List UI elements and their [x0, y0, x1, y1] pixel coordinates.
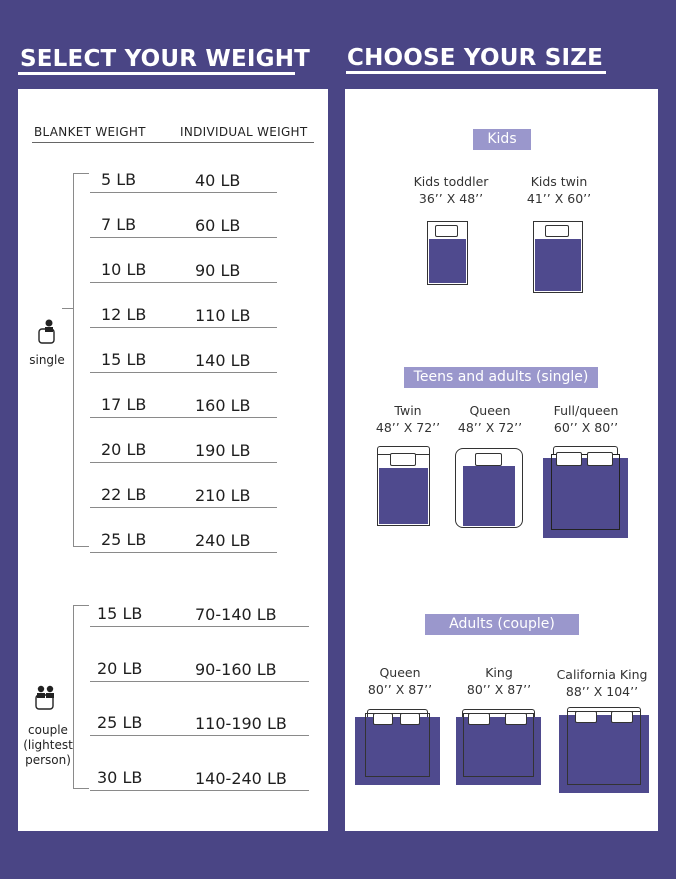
full-queen-bed [543, 446, 628, 538]
weight-row [18, 604, 328, 638]
weight-row [18, 659, 328, 693]
individual-weight-value: 70-140 LB [195, 605, 277, 624]
blanket-weight-value: 7 LB [101, 215, 137, 234]
header-divider [32, 142, 314, 143]
adults-badge: Adults (couple) [425, 614, 579, 635]
row-divider [90, 681, 309, 682]
individual-weight-value: 140-240 LB [195, 768, 287, 788]
individual-weight-value: 90 LB [195, 261, 241, 280]
row-divider [90, 282, 277, 283]
row-divider [90, 417, 277, 418]
pillow-icon [400, 713, 420, 725]
weight-row [18, 395, 328, 429]
blanket-weight-value: 15 LB [101, 350, 147, 369]
row-divider [90, 462, 277, 463]
bed-label: Kids twin 41’’ X 60’’ [526, 174, 592, 206]
kids-twin-bed [533, 221, 583, 293]
single-label: single [29, 353, 65, 367]
individual-weight-value: 160 LB [195, 396, 251, 415]
teens-badge: Teens and adults (single) [404, 367, 598, 388]
bed-label: Queen 80’’ X 87’’ [367, 665, 433, 697]
blanket-weight-value: 10 LB [101, 260, 147, 279]
weight-row [18, 440, 328, 474]
weight-row [18, 215, 328, 249]
individual-weight-value: 210 LB [195, 486, 251, 505]
row-divider [90, 507, 277, 508]
california-king-bed [559, 707, 649, 793]
weight-row [18, 768, 328, 802]
blanket-weight-value: 25 LB [101, 530, 147, 549]
weight-row [18, 713, 328, 747]
blanket-weight-value: 15 LB [97, 604, 143, 623]
individual-weight-value: 110 LB [195, 306, 251, 325]
blanket-weight-value: 25 LB [97, 713, 143, 732]
size-panel [345, 89, 658, 831]
weight-row [18, 350, 328, 384]
weight-row [18, 530, 328, 564]
pillow-icon [575, 711, 597, 723]
blanket-weight-value: 20 LB [97, 658, 143, 678]
kids-badge: Kids [473, 129, 531, 150]
individual-weight-value: 110-190 LB [195, 714, 287, 733]
weight-row [18, 170, 328, 204]
select-weight-underline [18, 72, 295, 75]
row-divider [90, 626, 309, 627]
pillow-icon [611, 711, 633, 723]
pillow-icon [556, 452, 582, 466]
blanket-weight-value: 30 LB [97, 767, 143, 787]
individual-weight-value: 90-160 LB [195, 659, 277, 679]
blanket-weight-value: 22 LB [101, 485, 147, 504]
weight-row [18, 305, 328, 339]
pillow-icon [373, 713, 393, 725]
king-bed [456, 709, 541, 785]
select-weight-heading: SELECT YOUR WEIGHT [20, 46, 311, 72]
bed-label: Twin 48’’ X 72’’ [375, 403, 441, 435]
row-divider [90, 372, 277, 373]
weight-row [18, 485, 328, 519]
bed-label: California King 88’’ X 104’’ [556, 667, 648, 699]
pillow-icon [545, 225, 569, 237]
weight-panel [18, 89, 328, 831]
blanket-weight-value: 20 LB [101, 440, 147, 459]
individual-weight-value: 60 LB [195, 216, 241, 235]
pillow-icon [505, 713, 527, 725]
individual-weight-value: 240 LB [195, 531, 251, 550]
couple-label: couple (lightest person) [23, 723, 73, 767]
bed-label: Kids toddler 36’’ X 48’’ [413, 174, 489, 206]
pillow-icon [587, 452, 613, 466]
pillow-icon [475, 453, 502, 466]
individual-weight-header: INDIVIDUAL WEIGHT [180, 125, 308, 139]
row-divider [90, 327, 277, 328]
blanket-weight-value: 5 LB [101, 170, 137, 189]
twin-bed [377, 446, 430, 526]
queen-single-bed [455, 448, 523, 528]
row-divider [90, 735, 309, 736]
individual-weight-value: 40 LB [195, 171, 241, 190]
weight-row [18, 260, 328, 294]
pillow-icon [435, 225, 458, 237]
row-divider [90, 790, 309, 791]
choose-size-underline [346, 71, 606, 74]
queen-couple-bed [355, 709, 440, 785]
individual-weight-value: 140 LB [195, 351, 251, 370]
row-divider [90, 552, 277, 553]
bed-label: Queen 48’’ X 72’’ [457, 403, 523, 435]
bed-label: King 80’’ X 87’’ [466, 665, 532, 697]
pillow-icon [468, 713, 490, 725]
blanket-weight-value: 12 LB [101, 305, 147, 324]
row-divider [90, 237, 277, 238]
row-divider [90, 192, 277, 193]
choose-size-heading: CHOOSE YOUR SIZE [347, 45, 604, 71]
kids-toddler-bed [427, 221, 468, 285]
pillow-icon [390, 453, 416, 466]
bed-label: Full/queen 60’’ X 80’’ [553, 403, 619, 435]
blanket-weight-value: 17 LB [101, 395, 147, 414]
individual-weight-value: 190 LB [195, 441, 251, 460]
blanket-weight-header: BLANKET WEIGHT [34, 125, 146, 139]
